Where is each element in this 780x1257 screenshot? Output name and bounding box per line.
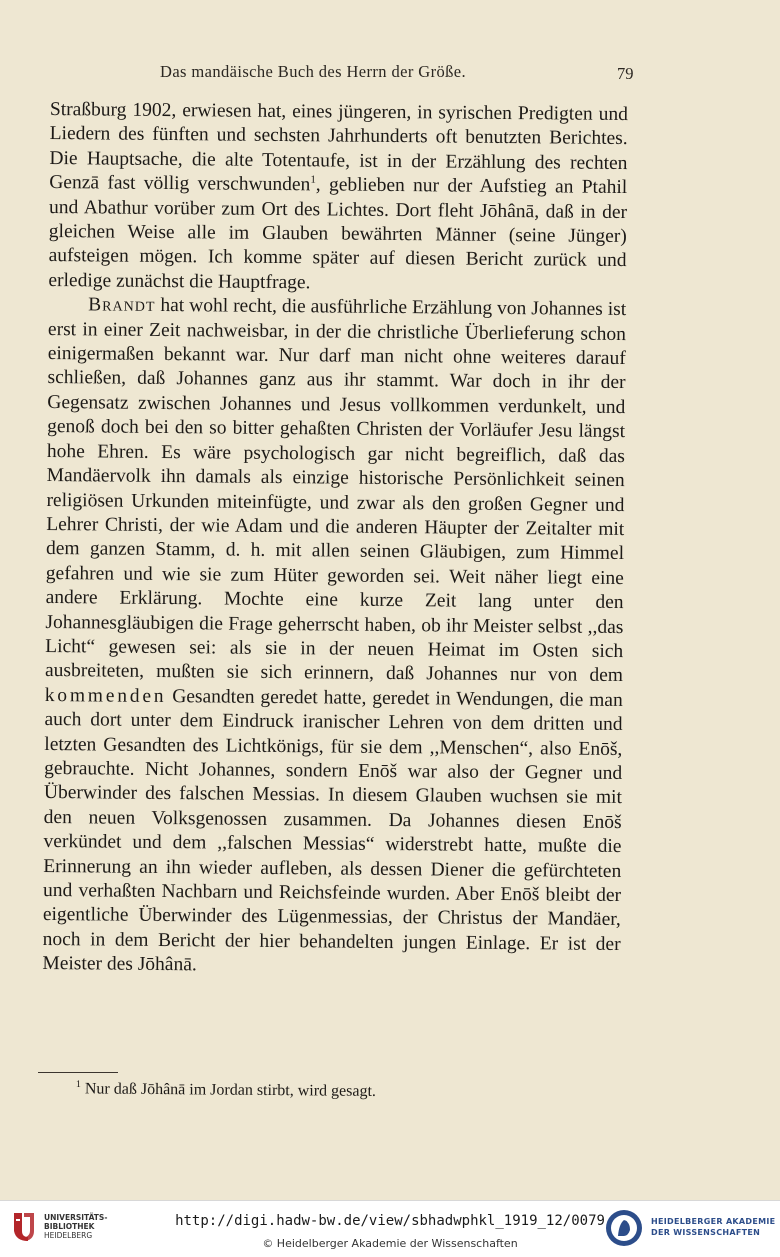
copyright-notice: © Heidelberger Akademie der Wissenschaften [262,1237,518,1250]
running-title: Das mandäische Buch des Herrn der Größe. [160,62,467,81]
academy-seal-icon[interactable] [604,1208,644,1248]
main-text [42,98,628,982]
footnote [76,1079,376,1101]
paragraph-1-continuation: , geblieben nur der Aufstieg an Ptahil und Abathur vorüber zum Ort des Lichtes. Dort fleht Jōhânā, daß in der gleichen Weise alle im Glauben bewährten Männer (seine Jünger) aufsteigen mögen. Ich komme später auf diesen Bericht zurück und erledige zunächst die Hauptfrage. [48,174,628,294]
paragraph-2-part-a: hat wohl recht, die ausführliche Erzählung von Johannes ist erst in einer Zeit nachweisbar, in der die christliche Überlieferung schon einigermaßen bekannt war. Nur darf man nicht ohne weiteres darauf schließen, daß Johannes ganz aus ihr stammt. War doch in ihr der Gegensatz zwischen Johannes und Jesus vollkommen verdunkelt, und genoß doch bei den so bitter gehaßten Christen der Vorläufer Jesu längst hohe Ehren. Es wäre psychologisch gar nicht begreiflich, daß das Mandäervolk ihn damals als einzige historische Persönlichkeit seinen religiösen Urkunden miteinfügte, und zwar als den großen Gegner und Lehrer Christi, der wie Adam und die anderen Häupter der Zeitalter mit dem ganzen Stamm, d. h. mit allen seinen Gläubigen, zum Himmel gefahren und wie sie zum Hüter geworden sei. Weit näher liegt eine andere Erklärung. Mochte eine kurze Zeit lang unter den Johannesgläubigen die Frage geherrscht haben, ob ihr Meister selbst ,,das Licht“ gewesen sei: als sie in der neuen Heimat im Osten sich ausbreiteten, mußten sie sich erinnern, daß Johannes nur von dem [44,295,627,687]
paragraph-2-part-b: Gesandten geredet hatte, geredet in Wendungen, die man auch dort unter dem Eindruck iranischer Lehren von dem dritten und letzten Gesandten des Lichtkönigs, für sie dem ,,Menschen“, also Enōš, gebrauchte. Nicht Johannes, sondern Enōš war also der Gegner und Überwinder des falschen Messias. In diesem Glauben wuchsen sie mit den neuen Volksgenossen zusammen. Da Johannes diesen Enōš verkündet und dem ,,falschen Messias“ widerstrebt hatte, mußte die Erinnerung an ihn wieder aufleben, als dessen Diener die gefürchteten und verhaßten Nachbarn und Reichsfeinde wurden. Aber Enōš bleibt der eigentliche Überwinder des Lügenmessias, der Christus der Mandäer, noch in dem Bericht der hier behandelten jungen Einlage. Er ist der Meister des Jōhânā. [42,685,623,976]
permalink-url[interactable]: http://digi.hadw-bw.de/view/sbhadwphkl_1919_12/0079 [175,1213,605,1229]
paragraph-1 [48,98,628,298]
page-number: 79 [617,64,634,83]
academy-name: HEIDELBERGER AKADEMIE DER WISSENSCHAFTEN [651,1217,776,1237]
university-library-name: UNIVERSITÄTS- BIBLIOTHEK HEIDELBERG [44,1213,108,1240]
footnote-reference[interactable]: 1 [310,173,316,187]
footnote-marker: 1 [75,1079,81,1091]
viewer-footer [0,1200,780,1257]
emphasized-word: kommenden [44,684,167,707]
paragraph-2 [42,293,626,981]
footnote-text: Nur daß Jōhânā im Jordan stirbt, wird gesagt. [84,1080,377,1100]
footnote-divider [38,1072,118,1073]
paragraph-1-text: Straßburg 1902, erwiesen hat, eines jüngeren, in syrischen Predigten und Liedern des fünften und sechsten Jahrhunderts oft benutzten Berichtes. Die Hauptsache, die alte Totentaufe, ist in der Erzählung des rechten Genzā fast völlig verschwunden [49,98,628,196]
author-name: Brandt [88,294,156,317]
